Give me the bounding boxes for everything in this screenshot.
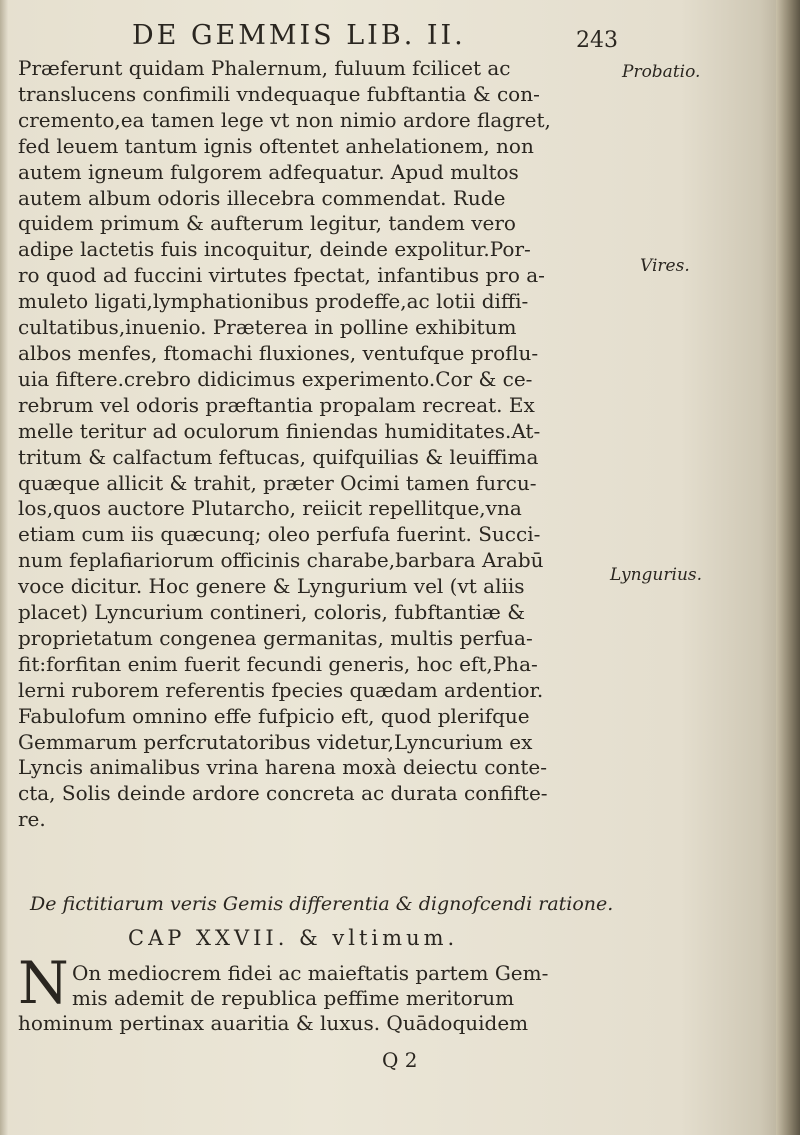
- text-line: autem album odoris illecebra commendat. Rude: [18, 185, 506, 210]
- text-line: etiam cum iis quæcunq; oleo perfufa fuerint. Succi-: [18, 522, 541, 547]
- text-line: albos menfes, ftomachi fluxiones, ventufque proflu-: [18, 340, 539, 365]
- signature-mark: Q 2: [382, 1048, 418, 1072]
- text-line: quidem primum & aufterum legitur, tandem vero: [18, 211, 516, 236]
- drop-cap: N: [18, 949, 69, 1017]
- page-header: [0, 16, 800, 56]
- text-line: uia fiftere.crebro didicimus experimento.Cor & ce-: [18, 366, 533, 391]
- chapter-heading: CAP XXVII. & vltimum.: [128, 926, 459, 950]
- text-line: On mediocrem fidei ac maieftatis partem Gem-: [72, 961, 549, 985]
- text-line: proprietatum congenea germanitas, multis perfua-: [18, 625, 533, 650]
- text-line: Fabulofum omnino effe fufpicio eft, quod plerifque: [18, 703, 530, 728]
- text-line: cultatibus,inuenio. Præterea in polline exhibitum: [18, 315, 517, 340]
- text-line: rebrum vel odoris præftantia propalam recreat. Ex: [18, 392, 535, 417]
- text-line: fed leuem tantum ignis oftentet anhelationem, non: [18, 133, 534, 158]
- margin-note-vires: Vires.: [640, 256, 690, 276]
- text-line: adipe lactetis fuis incoquitur, deinde expolitur.Por-: [18, 237, 531, 262]
- text-line: los,quos auctore Plutarcho, reiicit repellitque,vna: [18, 496, 522, 521]
- text-line: cremento,ea tamen lege vt non nimio ardore flagret,: [18, 107, 551, 132]
- text-line: Lyncis animalibus vrina harena moxà deiectu conte-: [18, 755, 547, 780]
- text-line: lerni ruborem referentis fpecies quædam ardentior.: [18, 677, 544, 702]
- text-line: quæque allicit & trahit, præter Ocimi tamen furcu-: [18, 470, 537, 495]
- text-line: hominum pertinax auaritia & luxus. Quādoquidem: [18, 1011, 529, 1035]
- text-line: re.: [18, 807, 46, 832]
- text-line: melle teritur ad oculorum finiendas humiditates.At-: [18, 418, 541, 443]
- body-text: [18, 56, 608, 833]
- text-line: Gemmarum perfcrutatoribus videtur,Lyncurium ex: [18, 729, 533, 754]
- text-line: cta, Solis deinde ardore concreta ac durata confifte-: [18, 781, 548, 806]
- text-line: tritum & calfactum feftucas, quifquilias & leuiffima: [18, 444, 539, 469]
- text-line: mis ademit de republica peffime meritorum: [72, 986, 515, 1010]
- text-line: placet) Lyncurium contineri, coloris, fubftantiæ &: [18, 600, 525, 625]
- text-line: translucens confimili vndequaque fubftantia & con-: [18, 81, 540, 106]
- text-line: fit:forfitan enim fuerit fecundi generis, hoc eft,Pha-: [18, 651, 538, 676]
- text-line: ro quod ad fuccini virtutes fpectat, infantibus pro a-: [18, 263, 545, 288]
- text-line: voce dicitur. Hoc genere & Lyngurium vel (vt aliis: [18, 574, 525, 599]
- text-line: Præferunt quidam Phalernum, fuluum fcilicet ac: [18, 56, 511, 80]
- text-line: autem igneum fulgorem adfequatur. Apud multos: [18, 159, 519, 184]
- margin-note-lyngurius: Lyngurius.: [610, 565, 703, 585]
- text-line: num feplafiariorum officinis charabe,barbara Arabū: [18, 548, 544, 573]
- running-title: DE GEMMIS LIB. II.: [132, 20, 466, 51]
- book-spine: [776, 0, 800, 1135]
- chapter-text-continued: [18, 1011, 618, 1036]
- page-number: 243: [576, 28, 618, 53]
- page-left-edge: [0, 0, 8, 1135]
- chapter-text: [72, 961, 612, 1011]
- margin-note-probatio: Probatio.: [622, 62, 701, 82]
- section-title: De fictitiarum veris Gemis differentia & dignofcendi ratione.: [30, 893, 614, 915]
- text-line: muleto ligati,lymphationibus prodeffe,ac lotii diffi-: [18, 289, 529, 314]
